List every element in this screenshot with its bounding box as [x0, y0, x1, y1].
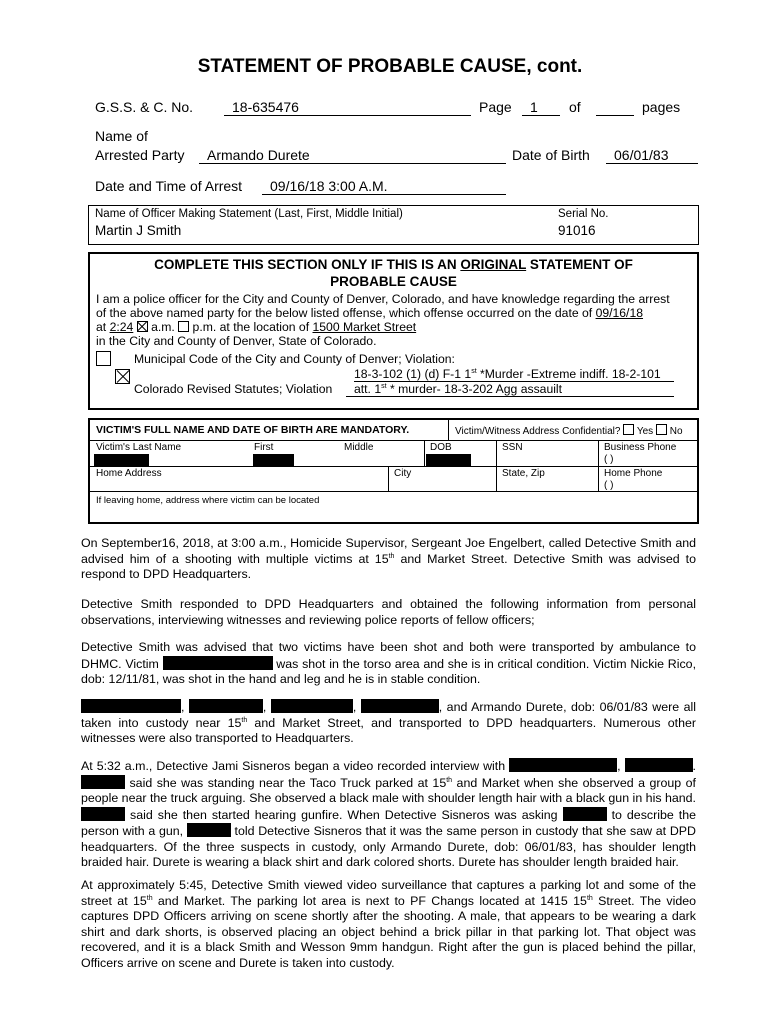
original-body	[96, 292, 696, 348]
p4-text-a: , and Armando Durete, dob: 06/01/83 were all taken into custody near 15	[81, 700, 697, 730]
home-address-label: Home Address	[96, 468, 162, 479]
p6-text-b: and Market. The parking lot area is next to PF Changs located at 1415 15	[152, 893, 587, 908]
confidential-label: Victim/Witness Address Confidential?	[455, 426, 621, 437]
am-label: a.m.	[147, 320, 179, 334]
narrative-paragraph-5: At 5:32 a.m., Detective Jami Sisneros began a video recorded interview with , . said she was standing near the Taco Truck parked at 15th and Market when she observed a group of people near the truck arguing. She observed a black male with shoulder length hair with a black gun in his hand. said she then started hearing gunfire. When Detective Sisneros was asking to describe the person with a gun, told Detective Sisneros that it was the same person in custody that she saw at DPD headquarters. Of the three suspects in custody, only Armando Durete, dob: 06/01/83, has shoulder length braided hair. Durete is wearing a black shirt and dark colored shorts. Durete has shoulder length braided hair.	[81, 759, 696, 869]
pm-checkbox[interactable]	[178, 321, 189, 332]
page-value: 1	[530, 99, 538, 115]
violation-line1	[354, 367, 661, 381]
confidential-no-label: No	[669, 426, 683, 437]
municipal-checkbox[interactable]	[96, 351, 111, 366]
p5-text-b: said she was standing near the Taco Truck parked at 15	[125, 775, 447, 790]
witness-redaction-2	[625, 758, 693, 772]
violation-line2-underline	[346, 396, 674, 397]
leaving-home-label: If leaving home, address where victim can be located	[96, 495, 320, 506]
suspect-redaction-4	[361, 699, 439, 713]
col-ssn-divider	[496, 440, 497, 491]
page-title: STATEMENT OF PROBABLE CAUSE, cont.	[197, 56, 583, 77]
business-phone-paren: ( )	[604, 454, 614, 465]
confidential-yes-checkbox[interactable]	[623, 424, 634, 435]
victim-header-vdivider	[448, 420, 449, 440]
arrested-party-label: Arrested Party	[95, 147, 185, 163]
victim-ssn-label: SSN	[502, 442, 523, 453]
gss-value: 18-635476	[232, 99, 299, 115]
confidential-no-checkbox[interactable]	[656, 424, 667, 435]
page-underline	[522, 115, 560, 116]
of-underline	[596, 115, 634, 116]
col-dob-divider	[424, 440, 425, 466]
victim-last-name-label: Victim's Last Name	[96, 442, 182, 453]
dob-value: 06/01/83	[614, 147, 669, 163]
col-phone-divider	[598, 440, 599, 491]
victim-middle-label: Middle	[344, 442, 374, 453]
p4-text-b: and Market Street, and transported to DPD headquarters. Numerous other witnesses were also transported to Headquarters.	[81, 715, 696, 745]
confidential-yes-label: Yes	[636, 426, 654, 437]
victim-row2-divider	[90, 491, 697, 492]
original-heading-b: ORIGINAL	[460, 257, 527, 272]
violation-line1-sup: st	[471, 367, 477, 375]
victim-table	[88, 418, 699, 524]
arrest-underline	[262, 194, 506, 195]
witness-redaction-3	[81, 775, 125, 789]
arrested-party-value: Armando Durete	[207, 147, 310, 163]
original-heading-line2: PROBABLE CAUSE	[330, 274, 457, 289]
original-heading-a: COMPLETE THIS SECTION ONLY IF THIS IS AN	[154, 257, 461, 272]
p6-text-c: Street. The video captures DPD Officers arriving on scene shortly after the shooting. A male, that appears to be wearing a dark shirt and dark shorts, is observed placing an object behind a brick pillar in that parking lot. That object was recovered, and it is a black Smith and Wesson 9mm handgun. Right after the gun is placed behind the pillar, Officers arrive on scene and Durete is taken into custody.	[81, 893, 696, 970]
suspect-redaction-2	[189, 699, 263, 713]
violation-line2-sup: st	[381, 382, 387, 390]
original-line2-text: of the above named party for the below listed offense, which offense occurred on the date of	[96, 306, 596, 320]
victim-dob-label: DOB	[430, 442, 452, 453]
municipal-label: Municipal Code of the City and County of Denver; Violation:	[134, 352, 455, 366]
crs-checkbox[interactable]	[115, 369, 130, 384]
officer-name-label: Name of Officer Making Statement (Last, First, Middle Initial)	[95, 208, 403, 220]
suspect-redaction-3	[271, 699, 353, 713]
at-label: at	[96, 320, 110, 334]
location-value: 1500 Market Street	[312, 320, 417, 334]
victim-first-label: First	[254, 442, 274, 453]
p5-sup: th	[446, 776, 453, 784]
victim-last-name-redaction	[94, 454, 149, 467]
p1-sup: th	[388, 552, 395, 560]
p5-text-a: At 5:32 a.m., Detective Jami Sisneros began a video recorded interview with	[81, 759, 510, 773]
am-checkbox[interactable]	[137, 321, 148, 332]
violation-line2-text: att. 1	[354, 382, 382, 396]
arrest-value: 09/16/18 3:00 A.M.	[270, 178, 388, 194]
p3-text-a: Detective Smith was advised that two victims have been shot and both were transported by ambulance to DHMC. Victim	[81, 640, 696, 671]
offense-time-value: 2:24	[109, 320, 134, 334]
p6-sup-1: th	[146, 894, 153, 902]
narrative-paragraph-1	[81, 536, 696, 583]
officer-box	[88, 205, 699, 245]
dob-label: Date of Birth	[512, 147, 590, 163]
victim-dob-redaction	[426, 454, 471, 467]
confidential-row	[455, 424, 683, 437]
violation-line1-tail: *Murder -Extreme indiff. 18-2-101	[476, 367, 661, 381]
original-line1: I am a police officer for the City and County of Denver, Colorado, and have knowledge regarding the arrest	[96, 292, 670, 306]
business-phone-label: Business Phone	[604, 442, 677, 453]
arrested-party-underline	[199, 163, 506, 164]
original-statement-box	[88, 252, 699, 410]
serial-label: Serial No.	[558, 208, 609, 220]
original-line3	[96, 320, 696, 334]
victim-header-divider	[90, 440, 697, 441]
original-heading	[90, 256, 697, 290]
victim-row1-divider	[90, 466, 697, 467]
pm-label: p.m. at the location of	[189, 320, 313, 334]
col-city-divider	[388, 466, 389, 491]
original-line4: in the City and County of Denver, State of Colorado.	[96, 334, 377, 348]
violation-line2-tail: * murder- 18-3-202 Agg assauilt	[386, 382, 563, 396]
violation-line2	[354, 382, 562, 396]
suspect-redaction-1	[81, 699, 181, 713]
witness-redaction-5	[563, 807, 607, 821]
p3-text-b: was shot in the torso area and she is in critical condition. Victim Nickie Rico, dob: 12/11/81, was shot in the hand and leg and he is in stable condition.	[81, 656, 697, 686]
gss-underline	[224, 115, 471, 116]
home-phone-paren: ( )	[604, 480, 614, 491]
serial-value: 91016	[558, 223, 596, 238]
state-zip-label: State, Zip	[502, 468, 545, 479]
of-label: of	[569, 99, 581, 115]
arrest-label: Date and Time of Arrest	[95, 178, 243, 194]
p1-tail: and Market Street. Detective Smith was advised to respond to DPD Headquarters.	[81, 551, 696, 581]
narrative-paragraph-6	[81, 878, 696, 971]
officer-name-value: Martin J Smith	[95, 223, 182, 238]
p5-text-c: and Market when she observed a group of people near the truck arguing. She observed a black male with shoulder length hair with a black gun in his hand.	[81, 775, 696, 805]
p5-text-d: said she then started hearing gunfire. When Detective Sisneros was asking	[125, 807, 563, 822]
p2-text: Detective Smith responded to DPD Headquarters and obtained the following information from personal observations, interviewing witnesses and reviewing police reports of fellow officers;	[81, 597, 696, 627]
p6-text-a: At approximately 5:45, Detective Smith viewed video surveillance that captures a parking lot and some of the street at 15	[81, 878, 696, 908]
original-line2	[96, 306, 696, 320]
narrative-paragraph-4: , , , , and Armando Durete, dob: 06/01/83 were all taken into custody near 15th and Market Street, and transported to DPD headquarters. Numerous other witnesses were also transported to Headquarters.	[81, 700, 697, 745]
p5-text-e: to describe the person with a gun,	[81, 807, 696, 838]
page-label: Page	[479, 99, 512, 115]
p5-text-f: told Detective Sisneros that it was the same person in custody that she saw at DPD headquarters. Of the three suspects in custody, only Armando Durete, dob: 06/01/83, has shoulder length braided hair. Durete is wearing a black shirt and dark colored shorts. Durete has shoulder length braided hair.	[81, 824, 696, 869]
home-phone-label: Home Phone	[604, 468, 663, 479]
original-heading-c: STATEMENT OF	[526, 257, 633, 272]
narrative-paragraph-2	[81, 597, 696, 628]
p1-text: On September16, 2018, at 3:00 a.m., Homicide Supervisor, Sergeant Joe Engelbert, called Detective Smith and advised him of a shooting with multiple victims at 15	[81, 536, 696, 566]
witness-redaction-6	[187, 823, 231, 837]
p6-sup-2: th	[586, 894, 593, 902]
victim-mandatory-label: VICTIM'S FULL NAME AND DATE OF BIRTH ARE MANDATORY.	[96, 424, 410, 436]
witness-redaction-1	[509, 758, 617, 772]
gss-label: G.S.S. & C. No.	[95, 99, 194, 115]
violation-line1-text: 18-3-102 (1) (d) F-1 1	[354, 367, 472, 381]
city-label: City	[394, 468, 412, 479]
offense-date-value: 09/16/18	[595, 306, 644, 320]
narrative-paragraph-3	[81, 640, 696, 688]
witness-redaction-4	[81, 807, 125, 821]
pages-label: pages	[642, 99, 681, 115]
victim-first-redaction	[253, 454, 294, 467]
name-of-label: Name of	[95, 128, 148, 144]
p4-sup: th	[241, 716, 248, 724]
dob-underline	[606, 163, 698, 164]
victim-name-redaction	[163, 656, 273, 670]
crs-label: Colorado Revised Statutes; Violation	[134, 382, 333, 396]
